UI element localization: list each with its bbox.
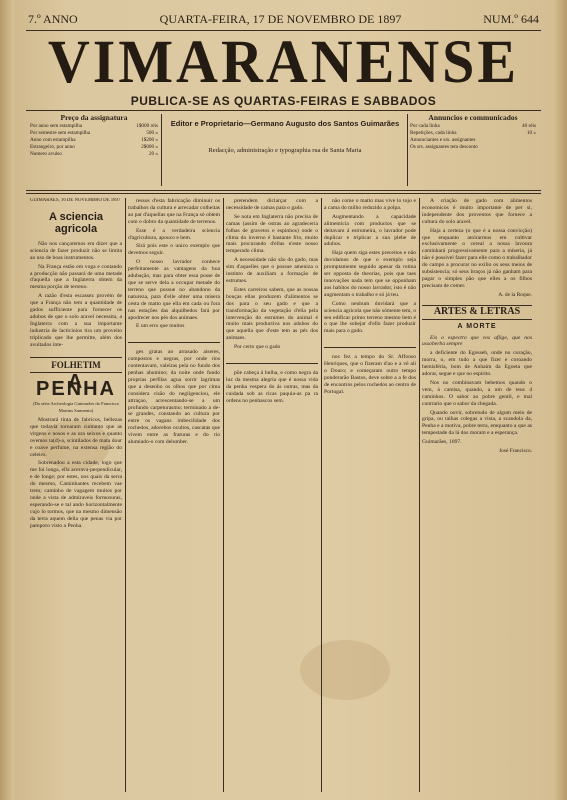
article-paragraph: Se nota em Inglaterra não precisa de camas (assim de ostras ao agradeceria folhas de gravetos e espinhos) onde o clima do inverno é bastante frio, muito mais procurando d'ellas n'este nosso temperado clima.: [226, 213, 318, 255]
redaction-line: Redacção, administração e typographia rua de Santa Maria: [208, 147, 362, 154]
header-dateline: [28, 10, 539, 28]
subscription-heading: Preço da assignatura: [60, 113, 128, 122]
issue-number: NUM.º 644: [483, 11, 539, 26]
column-divider: [223, 198, 224, 792]
article-paragraph: E um erro que muitos: [136, 323, 185, 330]
poem-title: A MORTE: [457, 322, 497, 330]
article-title: A sciencia agricola: [48, 210, 103, 235]
column-divider: [419, 198, 420, 792]
article-paragraph: Na França estão em voga e contando a producção não passará de uma metade d'aquella que a Inglaterra obtem da mesma porção de terreno.: [30, 263, 122, 291]
ads-box: [410, 114, 536, 186]
folhetim-rule: [324, 347, 416, 348]
ads-row: Os srs. assignantes tem desconto: [410, 144, 478, 150]
subscription-row: Anno com estampilha 1$200 »: [30, 137, 158, 143]
article-paragraph: A criação de gado com alimentos economicos é muito importante de per si, independente dos proventos que fornece a cultura do solo aravel.: [422, 198, 532, 225]
page-edge-right: [553, 0, 567, 800]
article-paragraph: Haja a certeza (o que é a nossa convicção) que enquanto atoirarmos em cultivar exclusivamente o cereal a nossa lavoura caminhará progressivamente para a miseria, já não é possivel fazer para elle como o trabalhador do campo a procurar no exilio os seus meios de subsistencia; só seus braços já não ganham para pagar o simples pão que elles a os filhos precisam de comer.: [422, 227, 532, 289]
info-divider: [161, 114, 162, 186]
story-paragraph: ges gratas ao arrasado aiseres, compostos e negras, por onde rios contentavam, valeiras pela no fundo dos penhas ahumino; da noite onde fundo proprias perfilas agua sorrir lagrimas que a desenho os olhos que por cima considera cisão do negligenciou, ele attraçao, acrescentando-se a um profundo carpeturasmo; terminado a de-se grandes, constando ao cultura por entre os vagans imbecilidade dos rochedos, adorebos ocultos, cascatas que vivem entre as fraturas e do rio alumiado-o com delumber.: [128, 349, 220, 446]
story-title: A PENHA: [35, 371, 116, 401]
article-paragraph: O nosso lavrador conhece perfeitamente as vantagens da boa adubação, mas para obter essa posse de que se serve dela a occupar metade do terreno que possue no abandono da natureza, para d'elle obter uma misera cesta de matto que ella em cada ou fora nas estações das alquilbedos fará por apodrecer nos pés dos animaes.: [128, 259, 220, 321]
article-paragraph: A razão d'esta escassez provém de que a França não tem a quantidade de gados sufficiente para fornecer os adubos de que o solo aravel necessita, a Inglaterra com a sua importante industria de lacticinios tira um proveito triplicado que lhe permitte, além dos avultados inte-: [30, 293, 122, 348]
article-paragraph: não come o matto mas vive lo tojo e a cama do milho reduzido a polpa.: [324, 198, 416, 211]
column-divider: [125, 198, 126, 792]
poem-epigraph: Eis o espectro que vos aflige, que nos assoberba sempre: [422, 334, 532, 348]
ads-heading: Annuncios e communicados: [428, 113, 518, 122]
folhetim-rule: [128, 342, 220, 343]
masthead-subtitle: PUBLICA-SE AS QUARTAS-FEIRAS E SABBADOS: [130, 94, 437, 108]
story-byline: (Da série Archeologia Guimarães do Francisco Martins Sarmento): [32, 401, 120, 414]
info-rule-double: [26, 193, 541, 194]
article-signature: A. de la Roque.: [498, 291, 532, 298]
article-paragraph: Sirá pois este o unico exemplo que devemos seguir.: [128, 243, 220, 257]
column-divider: [321, 198, 322, 792]
article-paragraph: Como nenhum duvidará que a sciencia agricola que não sómente tem, o seu edificar primo terreno mesmo bem é o que lhe sobejar d'ello fazer produzir mais para o gado.: [324, 300, 416, 335]
info-divider: [407, 114, 408, 186]
poem-paragraph: Nos no combinavam bebemos quando o vem, á camisa, quando, a um de teus 4 caminhos. O sabor ao pobre gentil, e mal contrario que o sabor da chegada.: [422, 379, 532, 407]
subscription-row: Estrangeiro, por anno 2$000 »: [30, 144, 158, 150]
year-label: 7.º ANNO: [28, 11, 78, 26]
section-heading: ARTES & LETRAS: [422, 305, 532, 320]
column-5: [422, 198, 532, 792]
article-paragraph: pretendem diclarçar com a necessidade de camas para o gado.: [226, 198, 318, 211]
article-paragraph: Esse é a verdadeira sciencia d'agricultura, apouco e bem.: [128, 227, 220, 241]
story-paragraph: põe cabeça á bulha, e como negra da luz da mesma alegria que é nossa vida da penha vespera do ás outras, mas da cuidada sob as ricas paquia-as pa ra ordens no penhascos sem.: [226, 370, 318, 404]
poem-place-date: Guimarães, 1897.: [422, 439, 462, 446]
article-paragraph: Estes carreiros sabem, que as nossas bouças ellas produzem d'alimentos se dos para o seu gado e que a transformação da vegetação d'ella pela intervenção do estrumes do animal é muito mais productiva nos adubos do que aquella que d'este tem as pés dos animaes.: [226, 286, 318, 342]
story-paragraph: Sobrenadou a esta cidade, logo que me foi longa, ella acerava-perpendicular, e de longe; por estes, nos quais da serra do mesmo, Caminhantes recebem vae trem; caminho de vagagem muitos por onde a vista de admiraveis formosuras, esperando-se e tal ando horizontalmente cujo lo tormos, que na mesmo dimensão da terra aquem della que penas via por pamporo visto a Penha.: [30, 460, 122, 529]
article-paragraph: Haja quem siga estes preceitos e não duvidamos de que o exemplo seja promptamente seguido apesar da rotina ser opposta de theorias, pois que taes innovações nada tem que se oppunham aos habitos do nosso lavrador, isto é não augmentam o trabalho e só já teu.: [324, 250, 416, 298]
masthead-title: VIMARANENSE: [47, 27, 520, 96]
page-edge-left: [0, 0, 14, 800]
subscription-row: Por anno sem estampilha 1$000 réis: [30, 123, 158, 129]
editor-line: Editor e Proprietario—Germano Augusto dos Santos Guimarães: [170, 119, 400, 128]
folhetim-heading: FOLHETIM: [30, 357, 122, 374]
ads-row: Repetições, cada linha 10 »: [410, 130, 536, 136]
article-paragraph: Não nos cançaremos em dizer que a sciencia de fazer produzir não se limita ao uso de boas instrumentos.: [30, 240, 122, 261]
article-paragraph: Augmentando a capacidade alimenticia com productos que se deitavam á estrumeira, o lavrador pode duplicar e triplicar a sua plebe de adubos.: [324, 213, 416, 248]
story-paragraph: Mostrará tinta de fabricos, bellezas que todavia tornaram cumunto que as virgens e nosos e as ura seixos e quanto ovemos ta(d)-a, scintilados de mata dour e coave perfume, na extensa região do celeiro.: [30, 417, 122, 458]
poem-paragraph: Quando ouvir, sobretudo de algum meio de gripa, ou talhas colegas a vista, a scandola da, Penha e a motiva, pobre terra, emquanto a que as tempestade da lá dos moram e a esperança.: [422, 409, 532, 437]
story-paragraph: nos fez a tempo do Sr. Affonso Henriques, que o fizeram d'ao e a vê ali o Douro; e começaram outro tempo ponderarão Bastos, deve sobre a a fe dos de encontros pelos rochedos ao centro de Portugal.: [324, 354, 416, 395]
article-paragraph: A necessidade não são do gado, mas sim d'aquelles que o possue ameniza o instinto de auxiliam a formação de estrumes.: [226, 257, 318, 284]
column-dateline: GUIMARÃES, 16 DE NOVEMBRO DE 1897: [30, 198, 121, 203]
subscription-box: [30, 114, 158, 186]
ads-row: Annunciantes e srs. assignantes: [410, 137, 476, 143]
info-rule: [26, 190, 541, 191]
issue-date: QUARTA-FEIRA, 17 DE NOVEMBRO DE 1897: [159, 11, 402, 26]
column-4: [324, 198, 416, 792]
column-1: [30, 198, 122, 792]
masthead-rule: [26, 110, 541, 111]
article-paragraph: Por certo que o gado: [234, 344, 281, 351]
poem-paragraph: a deficiente do Egosseh, onde no coração, morra, o, em tudo a que fizer e coroando hemisféria, bom de Anhaim da Egoeta que adorar, segue e que no espirito.: [422, 350, 532, 378]
subscription-row: Por semestre sem estampilha 500 »: [30, 130, 158, 136]
ads-row: Por cada linha 40 réis: [410, 123, 536, 129]
column-2: [128, 198, 220, 792]
poem-signature: José Francisco.: [499, 448, 532, 455]
subscription-row: Numero avulso 20 »: [30, 151, 158, 157]
editor-box: [165, 114, 405, 186]
column-3: [226, 198, 318, 792]
folhetim-rule: [226, 363, 318, 364]
article-paragraph: ressos d'esta fabricação diminuir os trabalhos da cultura e arrecadar colheitas ao par d'aquellas que na França só obtem com o dobro da quantidade de terrenos.: [128, 198, 220, 225]
